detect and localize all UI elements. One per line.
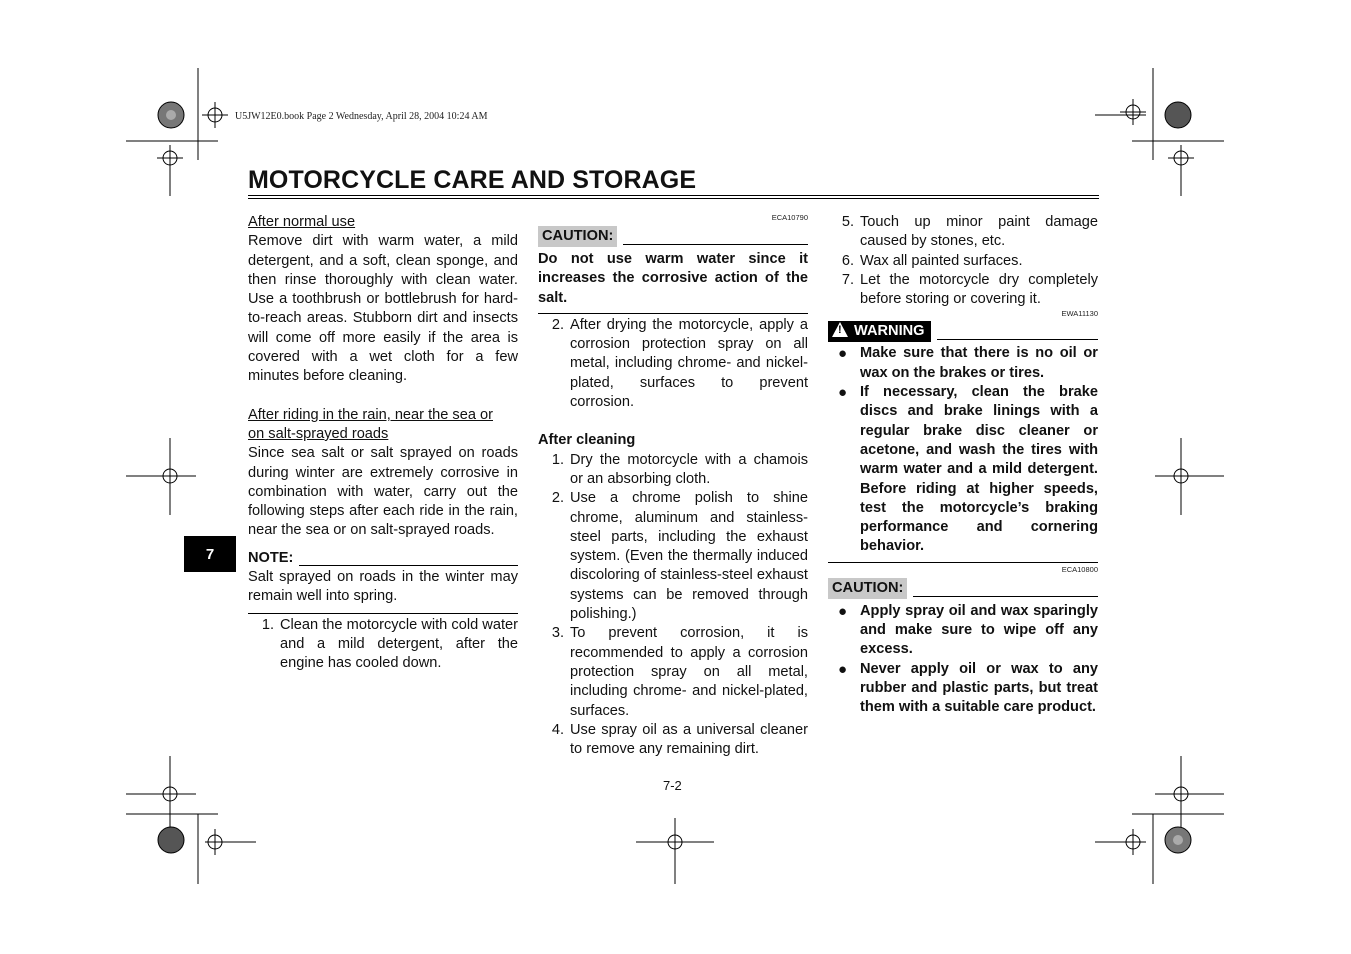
caution-code: ECA10800 (1061, 564, 1098, 574)
caution-label: CAUTION: (538, 226, 617, 247)
list-text: Dry the motorcycle with a chamois or an absorbing cloth. (570, 451, 808, 487)
list-item (828, 271, 1098, 310)
list-number: 1. (551, 451, 564, 468)
section-heading: After cleaning (538, 432, 636, 449)
list-text: To prevent corrosion, it is recommended to apply a corrosion protection spray on all metal, including chrome- and nickel-plated, surfaces. (570, 625, 808, 719)
warning-separator (828, 562, 1098, 718)
warning-header (828, 321, 1098, 342)
page-title: MOTORCYCLE CARE AND STORAGE (248, 166, 697, 194)
list-text: Wax all painted surfaces. (860, 252, 1023, 269)
caution-text: Apply spray oil and wax sparingly and make sure to wipe off any excess. (860, 602, 1098, 658)
list-item (538, 721, 808, 760)
column-2 (538, 213, 808, 759)
list-text: Use spray oil as a universal cleaner to remove any remaining dirt. (570, 721, 808, 758)
section-heading: After riding in the rain, near the sea or (248, 406, 493, 423)
list-text: After drying the motorcycle, apply a corrosion protection spray on all metal, including chrome- and nickel-plated, surfaces to prevent corrosion. (570, 316, 808, 411)
bullet-icon: ● (838, 345, 848, 363)
note-text: Salt sprayed on roads in the winter may remain well into spring. (248, 569, 518, 605)
list-item (538, 451, 808, 490)
crosshair-target-icon (202, 102, 228, 128)
warning-item (828, 383, 1098, 557)
caution-separator (538, 313, 808, 412)
column-3 (828, 213, 1098, 718)
note-header (248, 549, 518, 568)
caution-text: Never apply oil or wax to any rubber and plastic parts, but treat them with a suitable care product. (860, 660, 1098, 716)
title-rule (248, 198, 1099, 199)
chapter-tab: 7 (184, 536, 236, 572)
list-text: Touch up minor paint damage caused by stones, etc. (860, 214, 1098, 250)
list-number: 6. (841, 252, 854, 269)
list-number: 2. (551, 316, 564, 333)
note-separator (248, 613, 518, 674)
caution-code: ECA10790 (771, 213, 808, 222)
bullet-icon: ● (838, 660, 848, 678)
warning-text: If necessary, clean the brake discs and brake linings with a regular brake disc cleaner or acetone, and wash the tires with warm water and a mild detergent. Before riding at higher speeds, test the motorcycle’s braking performance and cornering behavior. (860, 384, 1098, 555)
caution-header (828, 578, 1098, 599)
list-number: 2. (551, 490, 564, 507)
registration-disc-icon (158, 827, 184, 853)
section-heading: on salt-sprayed roads (248, 425, 389, 442)
bullet-icon: ● (838, 602, 848, 620)
warning-label: WARNING (854, 323, 925, 340)
list-number: 3. (551, 625, 564, 642)
caution-item (828, 602, 1098, 660)
list-text: Clean the motorcycle with cold water and a mild detergent, after the engine has cooled down. (280, 616, 518, 672)
paragraph: Since sea salt or salt sprayed on roads during winter are extremely corrosive in combination with water, carry out the following steps after each ride in the rain, near the sea or on salt-sprayed roads. (248, 445, 518, 539)
crosshair-target-icon (157, 145, 183, 196)
note-label: NOTE: (248, 549, 294, 566)
list-text: Use a chrome polish to shine chrome, aluminum and stainless-steel parts, including the exhaust system. (Even the thermally induced discoloring of stainless-steel exhaust systems can be removed through polishing.) (570, 490, 808, 623)
column-1 (248, 213, 518, 674)
warning-label-box (828, 321, 931, 342)
registration-disc-icon (1165, 102, 1191, 128)
section-heading: After normal use (248, 214, 356, 230)
list-number: 4. (551, 721, 564, 738)
registration-disc-icon (1165, 827, 1191, 853)
warning-item (828, 344, 1098, 383)
crosshair-target-icon (1168, 145, 1194, 196)
list-item (538, 316, 808, 412)
list-item (538, 624, 808, 720)
paragraph: Remove dirt with warm water, a mild detergent, and a soft, clean sponge, and then rinse thoroughly with clean water. Use a toothbrush or bottlebrush for hard-to-reach areas. Stubborn dirt and insects will come off more easily if the area is covered with a wet cloth for a few minutes before cleaning. (248, 233, 518, 385)
crosshair-target-icon (1120, 99, 1146, 125)
warning-code: EWA11130 (1061, 309, 1098, 319)
page-number: 7-2 (663, 778, 682, 793)
list-number: 7. (841, 271, 854, 288)
warning-text: Make sure that there is no oil or wax on the brakes or tires. (860, 345, 1098, 381)
list-text: Let the motorcycle dry completely before storing or covering it. (860, 271, 1098, 308)
list-number: 1. (261, 616, 274, 633)
caution-label: CAUTION: (828, 578, 907, 599)
list-item (828, 213, 1098, 252)
title-rule (248, 195, 1099, 196)
bullet-icon: ● (838, 384, 848, 402)
list-number: 5. (841, 214, 854, 230)
list-item (538, 489, 808, 624)
caution-item (828, 660, 1098, 718)
caution-header (538, 226, 808, 247)
caution-text: Do not use warm water since it increases the corrosive action of the salt. (538, 251, 808, 306)
registration-disc-icon (158, 102, 184, 128)
list-item (828, 252, 1098, 271)
file-info: U5JW12E0.book Page 2 Wednesday, April 28, 2004 10:24 AM (235, 111, 488, 122)
list-item (248, 616, 518, 674)
warning-triangle-icon (832, 322, 848, 337)
